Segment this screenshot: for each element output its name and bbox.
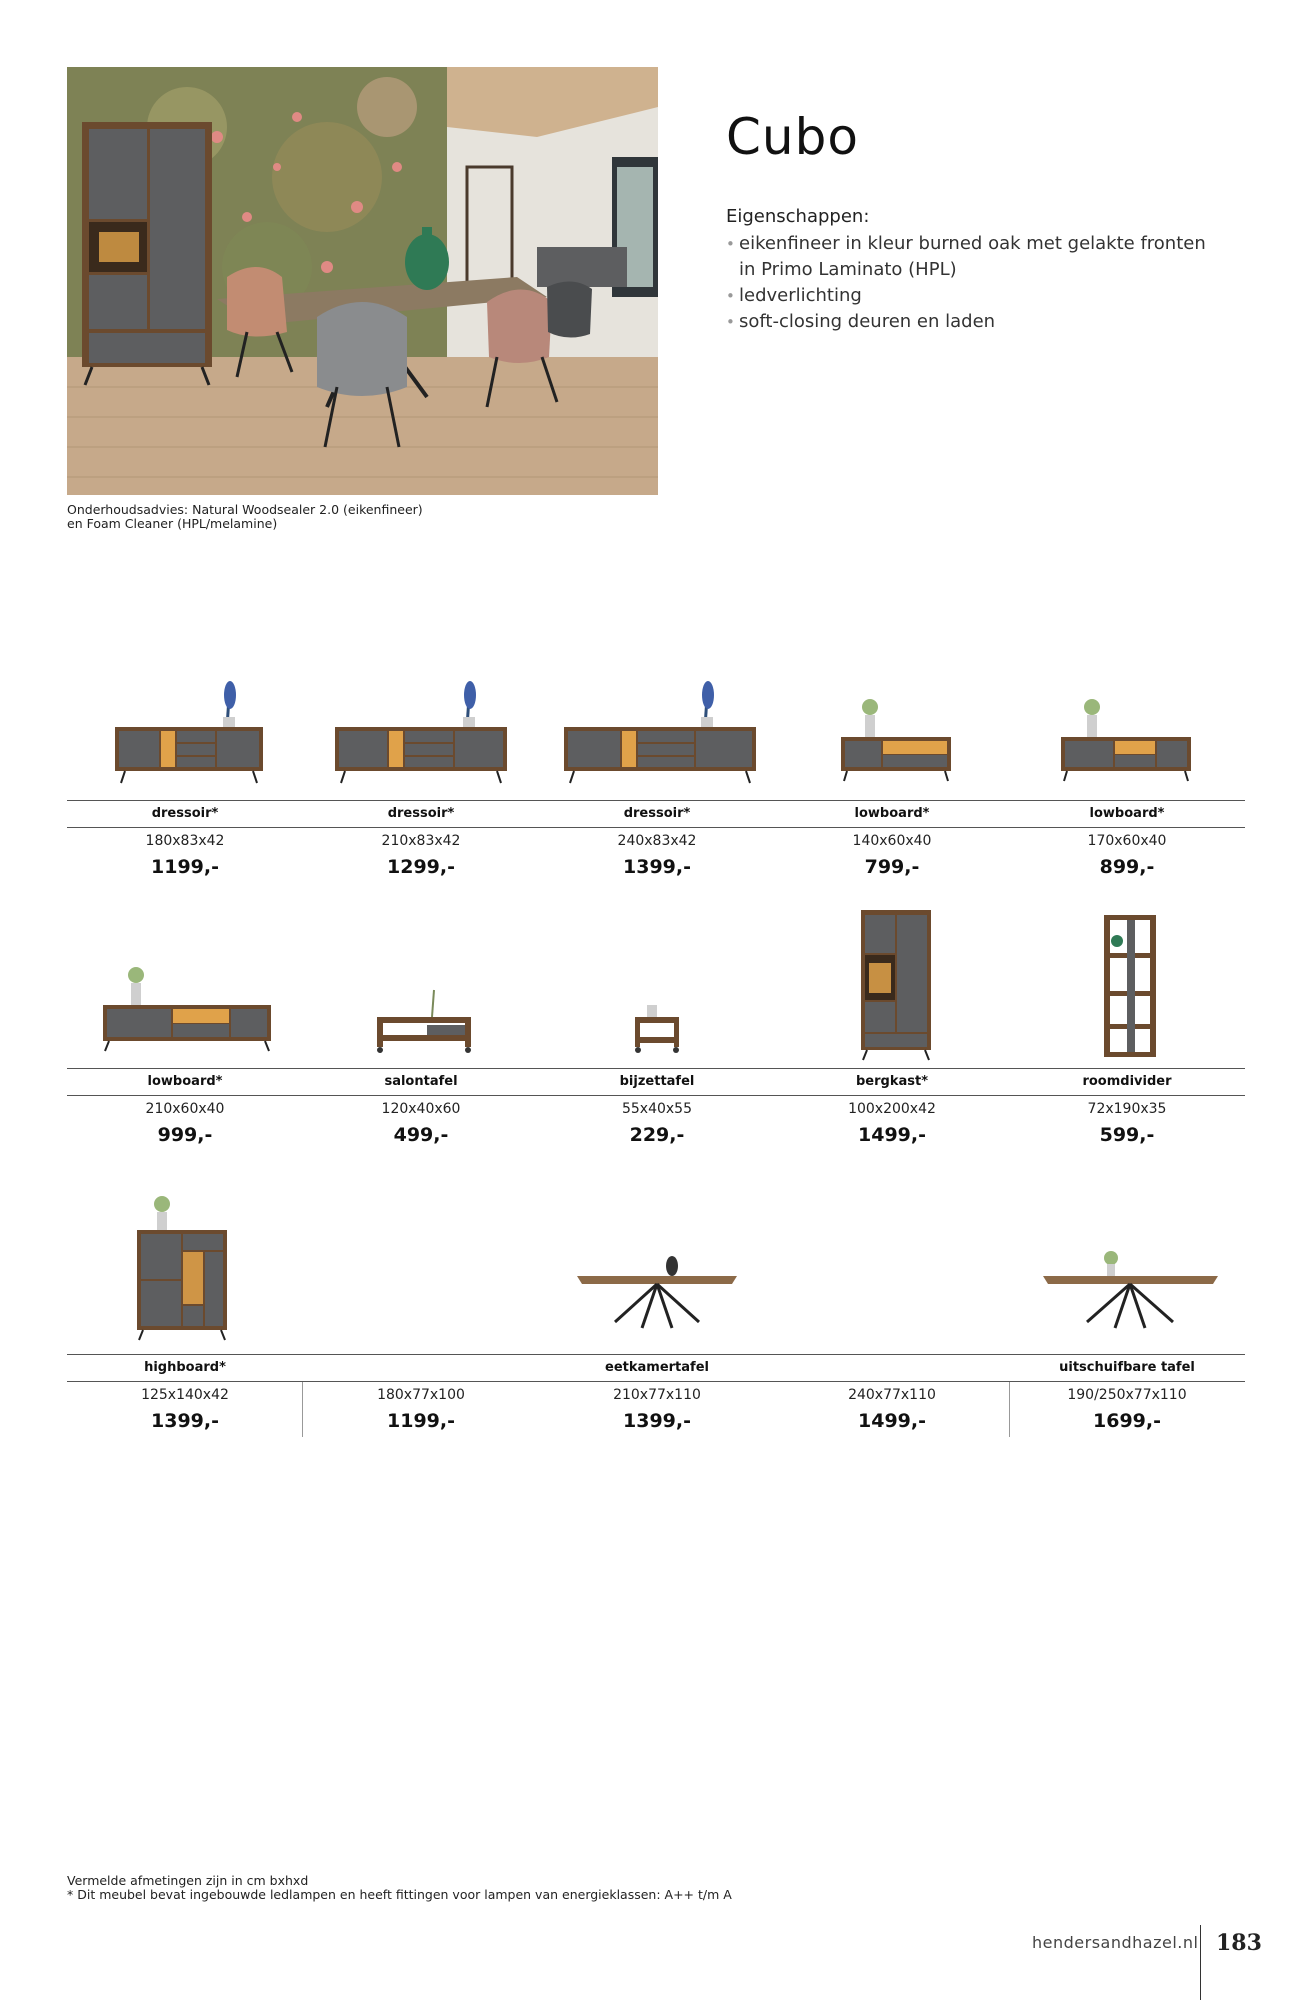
row3-dims-2: 180x77x100 [377,1387,465,1403]
row2-price-2: 499,- [393,1124,449,1146]
footnote-dimensions: Vermelde afmetingen zijn in cm bxhxd [67,1873,309,1888]
lowboard-140-image [841,699,951,781]
row1-name-1: dressoir* [151,806,219,821]
properties-heading: Eigenschappen: [726,206,870,227]
row1-top-rule [67,800,1245,801]
row3-dims-5: 190/250x77x110 [1067,1387,1187,1403]
row1-dims-1: 180x83x42 [145,833,225,849]
row1-name-5: lowboard* [1089,806,1165,821]
row1-name-2: dressoir* [387,806,455,821]
row2-dims-2: 120x40x60 [381,1101,461,1117]
website-link[interactable]: hendersandhazel.nl [1032,1933,1199,1952]
row3-price-2: 1199,- [387,1410,455,1432]
row3-dims-4: 240x77x110 [848,1387,936,1403]
row2-price-5: 599,- [1099,1124,1155,1146]
row3-dims-1: 125x140x42 [141,1387,229,1403]
row3-top-rule [67,1354,1245,1355]
row1-name-3: dressoir* [623,806,691,821]
uitschuifbare-tafel-image [1043,1251,1218,1328]
footnotes [67,1874,732,1902]
row1-dims-3: 240x83x42 [617,833,697,849]
lowboard-170-image [1061,699,1191,781]
property-item: • soft-closing deuren en laden [726,309,1206,335]
salontafel-image [377,990,471,1053]
row1-price-5: 899,- [1099,856,1155,878]
caption-line-1: Onderhoudsadvies: Natural Woodsealer 2.0 (eikenfineer) [67,502,423,517]
row3-name-uitschuifbare-tafel: uitschuifbare tafel [1059,1360,1195,1375]
row2-dims-1: 210x60x40 [145,1101,225,1117]
row3-product-images [67,1190,1245,1356]
row2-dims-4: 100x200x42 [848,1101,936,1117]
row2-name-4: bergkast* [855,1074,928,1089]
highboard-image [137,1196,227,1340]
page-number-divider [1200,1925,1201,2000]
row2-name-2: salontafel [384,1074,458,1089]
row2-name-3: bijzettafel [619,1074,695,1089]
row2-product-images [67,905,1245,1070]
row1-price-4: 799,- [864,856,920,878]
row3-price-3: 1399,- [623,1410,691,1432]
row2-price-4: 1499,- [858,1124,926,1146]
row3-bottom-rule [67,1381,1245,1382]
bijzettafel-image [635,1005,679,1053]
properties-list [726,231,1206,335]
row2-price-3: 229,- [629,1124,685,1146]
row3-price-1: 1399,- [151,1410,219,1432]
row1-bottom-rule [67,827,1245,828]
property-item: • eikenfineer in kleur burned oak met gelakte fronten in Primo Laminato (HPL) [726,231,1206,283]
row2-dims-3: 55x40x55 [621,1101,692,1117]
row1-dims-2: 210x83x42 [381,833,461,849]
row2-name-1: lowboard* [147,1074,223,1089]
maintenance-caption [67,503,423,531]
row2-bottom-rule [67,1095,1245,1096]
caption-line-2: en Foam Cleaner (HPL/melamine) [67,516,278,531]
row2-top-rule [67,1068,1245,1069]
row1-price-1: 1199,- [151,856,219,878]
row2-name-5: roomdivider [1082,1074,1172,1089]
dressoir-240-image [564,681,756,783]
row1-dims-4: 140x60x40 [852,833,932,849]
row2-price-1: 999,- [157,1124,213,1146]
row3-name-highboard: highboard* [144,1360,226,1375]
row2-dims-5: 72x190x35 [1087,1101,1167,1117]
eetkamertafel-image [577,1256,737,1328]
row3-name-eetkamertafel: eetkamertafel [605,1360,709,1375]
dressoir-210-image [335,681,507,783]
row3-price-5: 1699,- [1093,1410,1161,1432]
row3-dims-3: 210x77x110 [613,1387,701,1403]
row1-price-3: 1399,- [623,856,691,878]
row3-price-4: 1499,- [858,1410,926,1432]
bergkast-image [861,910,931,1060]
page-number: 183 [1216,1930,1262,1956]
footnote-led: * Dit meubel bevat ingebouwde ledlampen en heeft fittingen voor lampen van energieklassen: A++ t/m A [67,1887,732,1902]
row1-name-4: lowboard* [854,806,930,821]
row1-price-2: 1299,- [387,856,455,878]
property-item: • ledverlichting [726,283,1206,309]
page-title: Cubo [726,108,859,166]
row1-dims-5: 170x60x40 [1087,833,1167,849]
dining-room-illustration [67,67,658,495]
row1-product-images [67,655,1245,805]
dressoir-180-image [115,681,263,783]
lowboard-210-image [103,967,271,1051]
hero-photo [67,67,658,495]
roomdivider-image [1104,915,1156,1057]
